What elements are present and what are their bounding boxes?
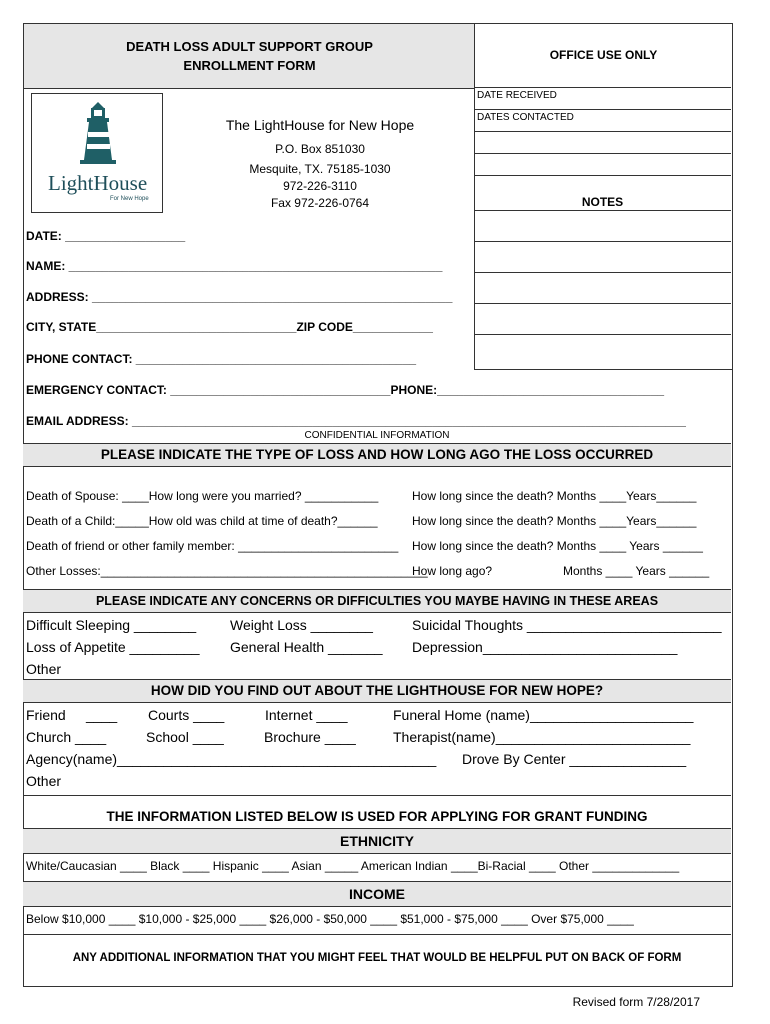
- emergency-contact-field[interactable]: EMERGENCY CONTACT: _________________________________PHONE:__________________________________: [26, 383, 665, 397]
- found-internet[interactable]: Internet ____: [265, 707, 348, 723]
- date-received-row[interactable]: [474, 87, 731, 110]
- notes-line[interactable]: [474, 241, 731, 273]
- divider: [23, 795, 731, 796]
- found-other[interactable]: Other: [26, 773, 62, 789]
- loss-other-how-long: How long ago?: [412, 564, 493, 578]
- concern-other[interactable]: Other: [26, 661, 62, 677]
- notes-line[interactable]: [474, 210, 731, 242]
- lighthouse-icon: [32, 94, 162, 212]
- loss-heading: PLEASE INDICATE THE TYPE OF LOSS AND HOW LONG AGO THE LOSS OCCURRED: [23, 443, 731, 467]
- additional-info-note: ANY ADDITIONAL INFORMATION THAT YOU MIGHT FEEL THAT WOULD BE HELPFUL PUT ON BACK OF FORM: [72, 952, 682, 964]
- loss-friend-family[interactable]: Death of friend or other family member: ________________________: [26, 539, 399, 553]
- notes-line[interactable]: [474, 334, 731, 370]
- concern-weight-loss[interactable]: Weight Loss ________: [230, 617, 373, 633]
- notes-row: [474, 175, 731, 211]
- loss-spouse-since[interactable]: How long since the death? Months ____Years______: [412, 489, 697, 503]
- address-field[interactable]: ADDRESS: ______________________________________________________: [26, 290, 453, 304]
- found-friend-blank[interactable]: ____: [86, 707, 118, 723]
- title-line-2: ENROLLMENT FORM: [183, 58, 316, 73]
- found-agency[interactable]: Agency(name)_________________________________________: [26, 751, 437, 767]
- found-church[interactable]: Church ____: [26, 729, 107, 745]
- found-heading: HOW DID YOU FIND OUT ABOUT THE LIGHTHOUSE FOR NEW HOPE?: [23, 679, 731, 703]
- found-courts[interactable]: Courts ____: [148, 707, 225, 723]
- lighthouse-logo: [31, 93, 163, 213]
- logo-wordmark: LightHouse: [48, 171, 148, 195]
- date-received-label: DATE RECEIVED: [477, 90, 557, 101]
- found-brochure[interactable]: Brochure ____: [264, 729, 356, 745]
- org-phone: 972-226-3110: [283, 179, 357, 193]
- date-field[interactable]: DATE: __________________: [26, 229, 186, 243]
- phone-contact-field[interactable]: PHONE CONTACT: __________________________________________: [26, 352, 417, 366]
- confidential-label: CONFIDENTIAL INFORMATION: [304, 430, 450, 441]
- org-city: Mesquite, TX. 75185-1030: [249, 162, 391, 176]
- dates-contacted-row[interactable]: [474, 109, 731, 132]
- office-blank-row[interactable]: [474, 153, 731, 176]
- found-drove-by[interactable]: Drove By Center _______________: [462, 751, 687, 767]
- concern-suicidal-thoughts[interactable]: Suicidal Thoughts _________________________: [412, 617, 722, 633]
- loss-other[interactable]: Other Losses:_________________________________________________: [26, 564, 428, 578]
- org-fax: Fax 972-226-0764: [270, 196, 370, 210]
- name-field[interactable]: NAME: ________________________________________________________: [26, 259, 443, 273]
- income-heading: INCOME: [23, 881, 731, 907]
- office-use-label: OFFICE USE ONLY: [549, 48, 658, 62]
- concerns-heading: PLEASE INDICATE ANY CONCERNS OR DIFFICULTIES YOU MAYBE HAVING IN THESE AREAS: [23, 589, 731, 613]
- form-title: [23, 23, 475, 89]
- org-po-box: P.O. Box 851030: [275, 142, 365, 156]
- loss-spouse[interactable]: Death of Spouse: ____How long were you married? ___________: [26, 489, 379, 503]
- loss-other-since[interactable]: Months ____ Years ______: [563, 564, 710, 578]
- concern-general-health[interactable]: General Health _______: [230, 639, 383, 655]
- loss-child[interactable]: Death of a Child:_____How old was child at time of death?______: [26, 514, 378, 528]
- found-therapist[interactable]: Therapist(name)_________________________: [393, 729, 691, 745]
- org-name: The LightHouse for New Hope: [225, 117, 415, 133]
- divider: [23, 934, 731, 935]
- income-options[interactable]: Below $10,000 ____ $10,000 - $25,000 ____ $26,000 - $50,000 ____ $51,000 - $75,000 ____ Over $75,000 ____: [26, 912, 634, 926]
- ethnicity-heading: ETHNICITY: [23, 828, 731, 854]
- notes-line[interactable]: [474, 303, 731, 335]
- ethnicity-options[interactable]: White/Caucasian ____ Black ____ Hispanic ____ Asian _____ American Indian ____Bi-Racial ____ Other _____________: [26, 859, 680, 873]
- office-use-heading: [474, 23, 732, 87]
- title-line-1: DEATH LOSS ADULT SUPPORT GROUP: [126, 39, 373, 54]
- notes-line[interactable]: [474, 272, 731, 304]
- city-state-zip-field[interactable]: CITY, STATE______________________________ZIP CODE____________: [26, 320, 433, 334]
- found-friend[interactable]: Friend: [26, 707, 66, 723]
- found-funeral-home[interactable]: Funeral Home (name)_____________________: [393, 707, 694, 723]
- concern-appetite[interactable]: Loss of Appetite _________: [26, 639, 200, 655]
- logo-subtitle: For New Hope: [110, 196, 149, 202]
- notes-label: NOTES: [581, 195, 624, 209]
- concern-depression[interactable]: Depression_________________________: [412, 639, 678, 655]
- concern-sleeping[interactable]: Difficult Sleeping ________: [26, 617, 197, 633]
- revised-date: Revised form 7/28/2017: [572, 995, 700, 1009]
- office-blank-row[interactable]: [474, 131, 731, 154]
- dates-contacted-label: DATES CONTACTED: [477, 112, 574, 123]
- loss-child-since[interactable]: How long since the death? Months ____Years______: [412, 514, 697, 528]
- email-address-field[interactable]: EMAIL ADDRESS: ___________________________________________________________________________________: [26, 414, 686, 428]
- grant-heading: THE INFORMATION LISTED BELOW IS USED FOR APPLYING FOR GRANT FUNDING: [106, 809, 648, 824]
- loss-friend-since[interactable]: How long since the death? Months ____ Years ______: [412, 539, 703, 553]
- found-school[interactable]: School ____: [146, 729, 224, 745]
